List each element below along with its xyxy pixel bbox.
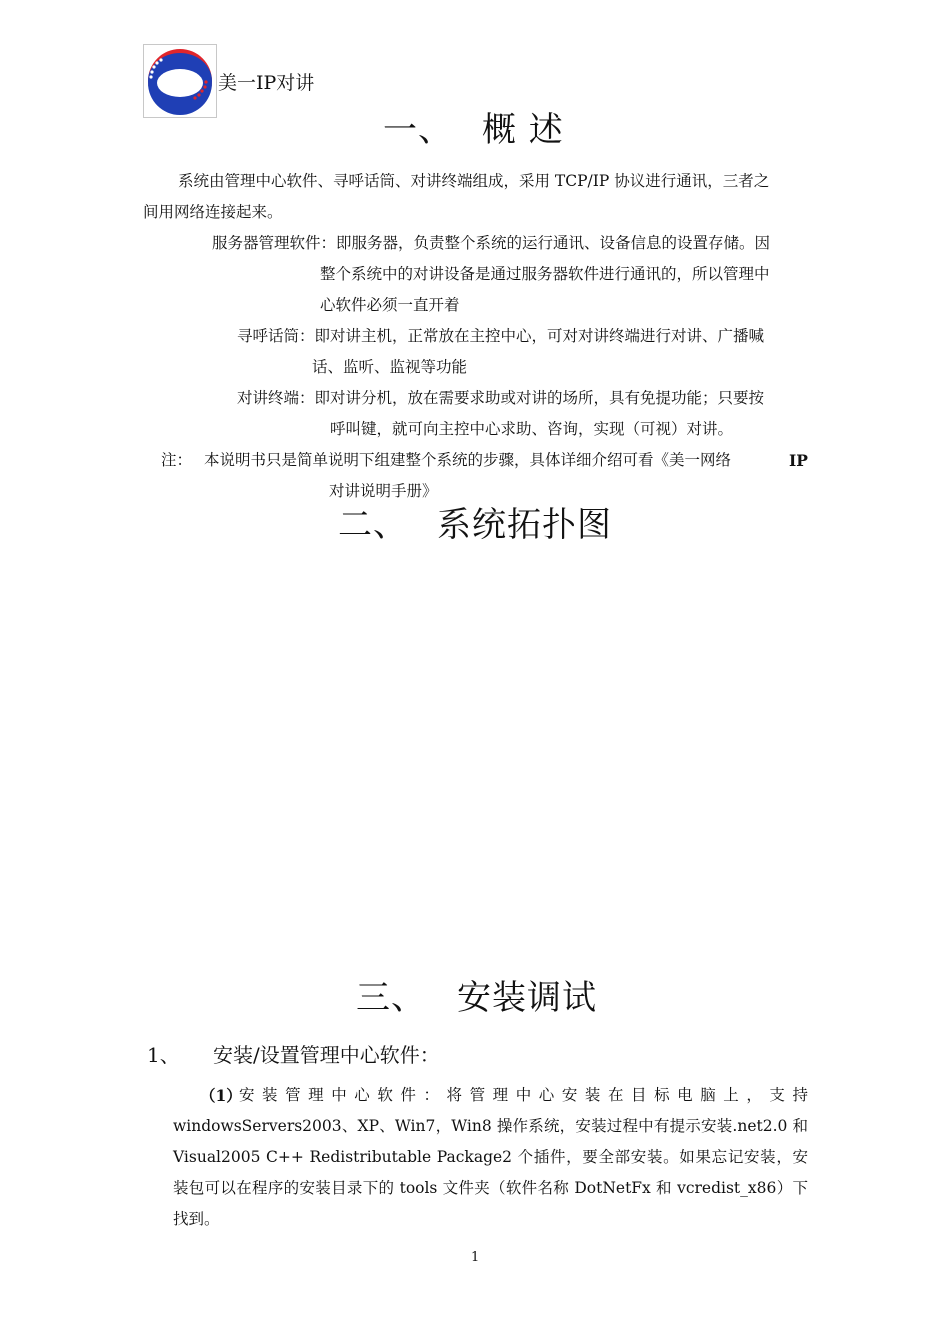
section1-number: 一、 [383, 110, 453, 150]
note-line-1: 本说明书只是简单说明下组建整个系统的步骤，具体详细介绍可看《美一网络 [204, 451, 732, 469]
intro-line-1: 系统由管理中心软件、寻呼话筒、对讲终端组成，采用 TCP/IP 协议进行通讯，三者之 [178, 172, 770, 190]
company-logo [143, 44, 217, 118]
note-ip: IP [789, 451, 808, 470]
step-number: （1） [200, 1086, 242, 1105]
section3-title: 安装调试 [457, 978, 597, 1018]
step-text: 安装管理中心软件：将管理中心安装在目标电脑上，支持 windowsServers2003、XP、Win7，Win8 操作系统，安装过程中有提示安装.net2.0 和 Visual2005 C++ Redistributable Package2 个插件，要全部安装。如果忘记安装，安装包可以在程序的安装目录下的 tools 文件夹（软件名称 DotNetFx 和 vcredist_x86）下找到。 [173, 1086, 808, 1228]
section3-number: 三、 [356, 978, 426, 1018]
server-software-line-3: 心软件必须一直开着 [320, 296, 460, 314]
section2-title: 系统拓扑图 [437, 505, 612, 545]
server-software-line-2: 整个系统中的对讲设备是通过服务器软件进行通讯的，所以管理中 [320, 265, 770, 283]
terminal-line-2: 呼叫键，就可向主控中心求助、咨询，实现（可视）对讲。 [330, 420, 734, 438]
brand-name: 美一IP对讲 [218, 72, 315, 94]
server-software-line-1: 服务器管理软件：即服务器，负责整个系统的运行通讯、设备信息的设置存储。因 [212, 234, 771, 252]
paging-mic-line-2: 话、监听、监视等功能 [312, 358, 468, 376]
subsection-number: 1、 [147, 1043, 180, 1067]
terminal-line-1: 对讲终端：即对讲分机，放在需要求助或对讲的场所，具有免提功能；只要按 [237, 389, 765, 407]
section1-title: 概 述 [482, 110, 564, 150]
paging-mic-line-1: 寻呼话筒：即对讲主机，正常放在主控中心，可对对讲终端进行对讲、广播喊 [237, 327, 765, 345]
section2-number: 二、 [338, 505, 408, 545]
intro-line-2: 间用网络连接起来。 [143, 203, 283, 221]
page-number: 1 [471, 1250, 480, 1265]
subsection-title: 安装/设置管理中心软件： [213, 1043, 440, 1067]
note-label: 注： [161, 451, 193, 469]
note-line-2: 对讲说明手册》 [329, 482, 438, 500]
logo-ring-icon [144, 45, 216, 117]
